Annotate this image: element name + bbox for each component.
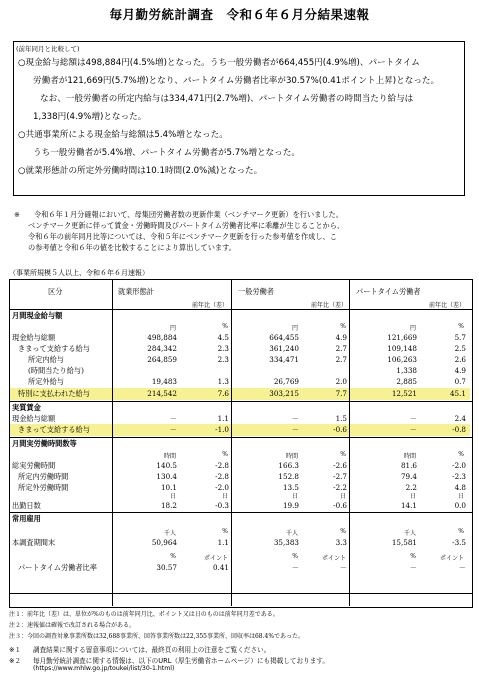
section-hours: 月間実労働時間数等 bbox=[12, 439, 77, 448]
cell-ty: 2.3 bbox=[217, 355, 229, 365]
cell-g: 26,769 bbox=[273, 377, 299, 387]
cell-gy: -0.6 bbox=[333, 425, 347, 434]
header-part: パートタイム労働者 bbox=[356, 287, 421, 296]
unit-pct: % bbox=[340, 528, 346, 535]
cell-gy: 7.7 bbox=[335, 388, 347, 398]
cell-p: 1,338 bbox=[396, 366, 417, 376]
cell-ty: -1.0 bbox=[215, 425, 229, 434]
cell-g: 35,383 bbox=[273, 538, 299, 547]
unit-pct: % bbox=[292, 553, 298, 560]
summary-line: 労働者が121,669円(5.7%増)となり、パートタイム労働者比率が30.57%(0.41ポイント上昇)となった。 bbox=[33, 76, 440, 86]
cell-t: － bbox=[169, 425, 177, 434]
cell-p: 79.4 bbox=[400, 472, 417, 481]
header-divider bbox=[9, 309, 472, 310]
cell-p: 2.2 bbox=[405, 483, 417, 492]
unit-day: 日 bbox=[409, 493, 416, 500]
unit-thousand: 千人 bbox=[285, 530, 298, 537]
cell-p: － bbox=[409, 425, 417, 434]
unit-thousand: 千人 bbox=[163, 530, 176, 537]
link-note-mark: ※２ bbox=[9, 657, 22, 665]
cell-py: － bbox=[458, 563, 466, 572]
unit-yen: 円 bbox=[291, 325, 298, 332]
row-label: きまって支給する給与 bbox=[18, 425, 90, 434]
cell-gy: 1.5 bbox=[335, 414, 347, 423]
unit-day: 日 bbox=[457, 493, 464, 500]
cell-ty: 2.3 bbox=[217, 344, 229, 354]
cell-py: 0.0 bbox=[454, 501, 466, 510]
cell-ty: -0.3 bbox=[215, 501, 229, 510]
cell-gy: 4.9 bbox=[335, 333, 347, 342]
cell-t: 284,342 bbox=[147, 344, 177, 354]
row-divider bbox=[9, 401, 472, 402]
unit-hours: 時間 bbox=[285, 453, 298, 460]
page-title: 毎月勤労統計調査 令和６年６月分結果速報 bbox=[109, 7, 370, 22]
cell-g: 334,471 bbox=[269, 355, 299, 365]
cell-py: -3.5 bbox=[452, 538, 466, 547]
cell-py: -2.0 bbox=[452, 461, 466, 470]
cell-p: 2,885 bbox=[396, 377, 417, 387]
mhlw-url[interactable]: (https://www.mhlw.go.jp/toukei/list/30-1.html) bbox=[33, 665, 175, 672]
cell-gy: -0.6 bbox=[333, 501, 347, 510]
cell-py: 5.7 bbox=[454, 333, 466, 342]
section-wage: 月間現金給与額 bbox=[12, 311, 63, 320]
unit-pct: % bbox=[222, 323, 228, 330]
row-label: 特別に支払われた給与 bbox=[18, 388, 90, 398]
cell-p: 121,669 bbox=[387, 333, 417, 342]
cell-g: 152.8 bbox=[278, 472, 299, 481]
unit-yen: 円 bbox=[169, 325, 176, 332]
cell-g: 664,455 bbox=[269, 333, 299, 342]
unit-pct: % bbox=[222, 528, 228, 535]
unit-point: ポイント bbox=[321, 555, 346, 562]
cell-t: 264,859 bbox=[147, 355, 177, 365]
cell-g: － bbox=[291, 414, 299, 423]
unit-pct: % bbox=[222, 451, 228, 458]
summary-line: ○就業形態計の所定外労働時間は10.1時間(2.0%減)となった。 bbox=[18, 166, 263, 176]
cell-ty: 0.41 bbox=[212, 563, 229, 572]
unit-pct: % bbox=[458, 451, 464, 458]
cell-t: 130.4 bbox=[156, 472, 177, 481]
header-general: 一般労働者 bbox=[238, 287, 274, 296]
footnote: 注２：速報値は確報で改訂される場合がある。 bbox=[9, 622, 136, 629]
section-real: 実質賃金 bbox=[12, 403, 41, 412]
cell-ty: -2.0 bbox=[215, 483, 229, 492]
yoy-header: 前年比（差） bbox=[428, 302, 465, 309]
link-note: 毎月勤労統計調査に関する情報は、以下のURL（厚生労働省ホームページ）にも掲載しております。 bbox=[33, 657, 329, 665]
unit-yen: 円 bbox=[409, 325, 416, 332]
cell-g: 361,240 bbox=[269, 344, 299, 354]
cell-py: 45.1 bbox=[449, 388, 466, 398]
summary-line: なお、一般労働者の所定内給与は334,471円(2.7%増)、パートタイム労働者の時間当たり給与は bbox=[40, 94, 414, 104]
note-mark: ※ bbox=[14, 210, 21, 219]
footnote: 注３：今回の調査対象事業所数は32,688事業所、回答事業所数は22,355事業所、回収率は68.4%であった。 bbox=[9, 633, 304, 640]
cell-ty: 1.1 bbox=[217, 414, 229, 423]
cell-py: 4.9 bbox=[454, 366, 466, 376]
row-label: パートタイム労働者比率 bbox=[18, 563, 97, 572]
cell-gy: 3.3 bbox=[335, 538, 347, 547]
col-divider bbox=[231, 279, 232, 606]
note-line: 令和６年の前年同月比等については、令和５年にベンチマーク更新を行った参考値を作成し、こ bbox=[28, 232, 337, 241]
table-caption: （事業所規模５人以上、令和６年６月速報） bbox=[9, 269, 149, 277]
unit-pct: % bbox=[458, 323, 464, 330]
unit-pct: % bbox=[340, 451, 346, 458]
cell-t: 498,884 bbox=[147, 333, 177, 342]
cell-t: 18.2 bbox=[160, 501, 177, 510]
unit-pct: % bbox=[458, 528, 464, 535]
cell-ty: 1.3 bbox=[217, 377, 229, 387]
unit-thousand: 千人 bbox=[403, 530, 416, 537]
cell-py: 2.6 bbox=[454, 355, 466, 365]
cell-g: － bbox=[291, 425, 299, 434]
cell-p: 14.1 bbox=[400, 501, 417, 510]
cell-t: 50,964 bbox=[151, 538, 177, 547]
cell-ty: 7.6 bbox=[217, 388, 229, 398]
cell-p: － bbox=[409, 563, 417, 572]
summary-line: ○共通事業所による現金給与総額は5.4%増となった。 bbox=[18, 130, 228, 140]
footnote: 注１：前年比（差）は、単位が%のものは前年同月比、ポイント又は日のものは前年同月差である。 bbox=[9, 611, 279, 618]
section-emp: 常用雇用 bbox=[12, 514, 41, 523]
cell-py: -2.3 bbox=[452, 472, 466, 481]
link-note: 調査結果に関する留意事項については、最終頁の利用上の注意をご覧ください。 bbox=[33, 646, 271, 654]
cell-gy: 2.0 bbox=[335, 377, 347, 387]
summary-line: ○現金給与総額は498,884円(4.5%増)となった。うち一般労働者が664,455円(4.9%増)、パートタイム bbox=[18, 58, 420, 68]
unit-day: 日 bbox=[291, 493, 298, 500]
cell-t: 30.57 bbox=[156, 563, 177, 572]
cell-t: － bbox=[169, 414, 177, 423]
note-line: の参考値と令和６年の値を比較することにより算出しています。 bbox=[28, 243, 236, 252]
unit-pct: % bbox=[170, 553, 176, 560]
unit-day: 日 bbox=[169, 493, 176, 500]
summary-line: 1,338円(4.9%増)となった。 bbox=[33, 112, 147, 122]
header-category: 区分 bbox=[48, 287, 63, 296]
cell-py: 2.4 bbox=[454, 414, 466, 423]
cell-gy: － bbox=[339, 563, 347, 572]
unit-point: ポイント bbox=[439, 555, 464, 562]
cell-t: 10.1 bbox=[160, 483, 177, 492]
unit-hours: 時間 bbox=[403, 453, 416, 460]
row-label: 所定外給与 bbox=[28, 377, 64, 387]
col-divider bbox=[112, 279, 113, 606]
cell-gy: 2.7 bbox=[335, 344, 347, 354]
row-label: 現金給与総額 bbox=[12, 333, 56, 342]
cell-ty: 1.1 bbox=[217, 538, 229, 547]
row-label: 出勤日数 bbox=[12, 501, 41, 510]
row-label: 本調査期間末 bbox=[12, 538, 56, 547]
cell-g: 13.5 bbox=[282, 483, 299, 492]
unit-day: 日 bbox=[339, 493, 346, 500]
cell-p: 81.6 bbox=[400, 461, 417, 470]
cell-p: － bbox=[409, 414, 417, 423]
row-label: 所定内給与 bbox=[28, 355, 64, 365]
unit-pct: % bbox=[340, 323, 346, 330]
header-total: 就業形態計 bbox=[118, 287, 154, 296]
row-label: (時間当たり給与) bbox=[28, 366, 84, 376]
cell-p: 12,521 bbox=[391, 388, 417, 398]
cell-p: 109,148 bbox=[387, 344, 417, 354]
unit-hours: 時間 bbox=[163, 453, 176, 460]
cell-g: － bbox=[291, 563, 299, 572]
cell-py: 4.8 bbox=[454, 483, 466, 492]
cell-ty: -2.8 bbox=[215, 472, 229, 481]
unit-pct: % bbox=[410, 553, 416, 560]
cell-gy: -2.7 bbox=[333, 472, 347, 481]
cell-t: 214,542 bbox=[147, 388, 177, 398]
row-label: 所定内労働時間 bbox=[18, 472, 69, 481]
cell-gy: 2.7 bbox=[335, 355, 347, 365]
cell-g: 303,215 bbox=[269, 388, 299, 398]
yoy-header: 前年比（差） bbox=[191, 302, 228, 309]
cell-py: 2.5 bbox=[454, 344, 466, 354]
row-divider bbox=[9, 437, 472, 438]
cell-p: 106,263 bbox=[387, 355, 417, 365]
col-divider bbox=[349, 279, 350, 606]
cell-t: 19,483 bbox=[151, 377, 177, 387]
cell-t: 140.5 bbox=[156, 461, 177, 470]
row-divider bbox=[9, 593, 472, 594]
cell-py: -0.8 bbox=[452, 425, 466, 434]
cell-g: 166.3 bbox=[278, 461, 299, 470]
link-note-mark: ※１ bbox=[9, 646, 22, 654]
cell-gy: -2.6 bbox=[333, 461, 347, 470]
summary-header: (前年同月と比較して) bbox=[16, 45, 80, 53]
cell-g: 19.9 bbox=[282, 501, 299, 510]
row-label: 現金給与総額 bbox=[12, 414, 56, 423]
cell-ty: 4.5 bbox=[217, 333, 229, 342]
cell-gy: -2.2 bbox=[333, 483, 347, 492]
cell-ty: -2.8 bbox=[215, 461, 229, 470]
cell-p: 15,581 bbox=[391, 538, 417, 547]
yoy-header: 前年比（差） bbox=[310, 302, 347, 309]
note-line: ベンチマーク更新に伴って賃金・労働時間及びパートタイム労働者比率に乖離が生じることから、 bbox=[28, 221, 345, 230]
row-label: 所定外労働時間 bbox=[18, 483, 69, 492]
cell-py: 0.7 bbox=[454, 377, 466, 387]
summary-line: うち一般労働者が5.4%増、パートタイム労働者が5.7%増となった。 bbox=[33, 148, 300, 158]
row-label: 総実労働時間 bbox=[12, 461, 56, 470]
unit-day: 日 bbox=[221, 493, 228, 500]
note-line: 令和６年１月分確報において、母集団労働者数の更新作業（ベンチマーク更新）を行いました。 bbox=[34, 210, 343, 219]
row-label: きまって支給する給与 bbox=[18, 344, 90, 354]
row-divider bbox=[9, 512, 472, 513]
unit-point: ポイント bbox=[203, 555, 228, 562]
